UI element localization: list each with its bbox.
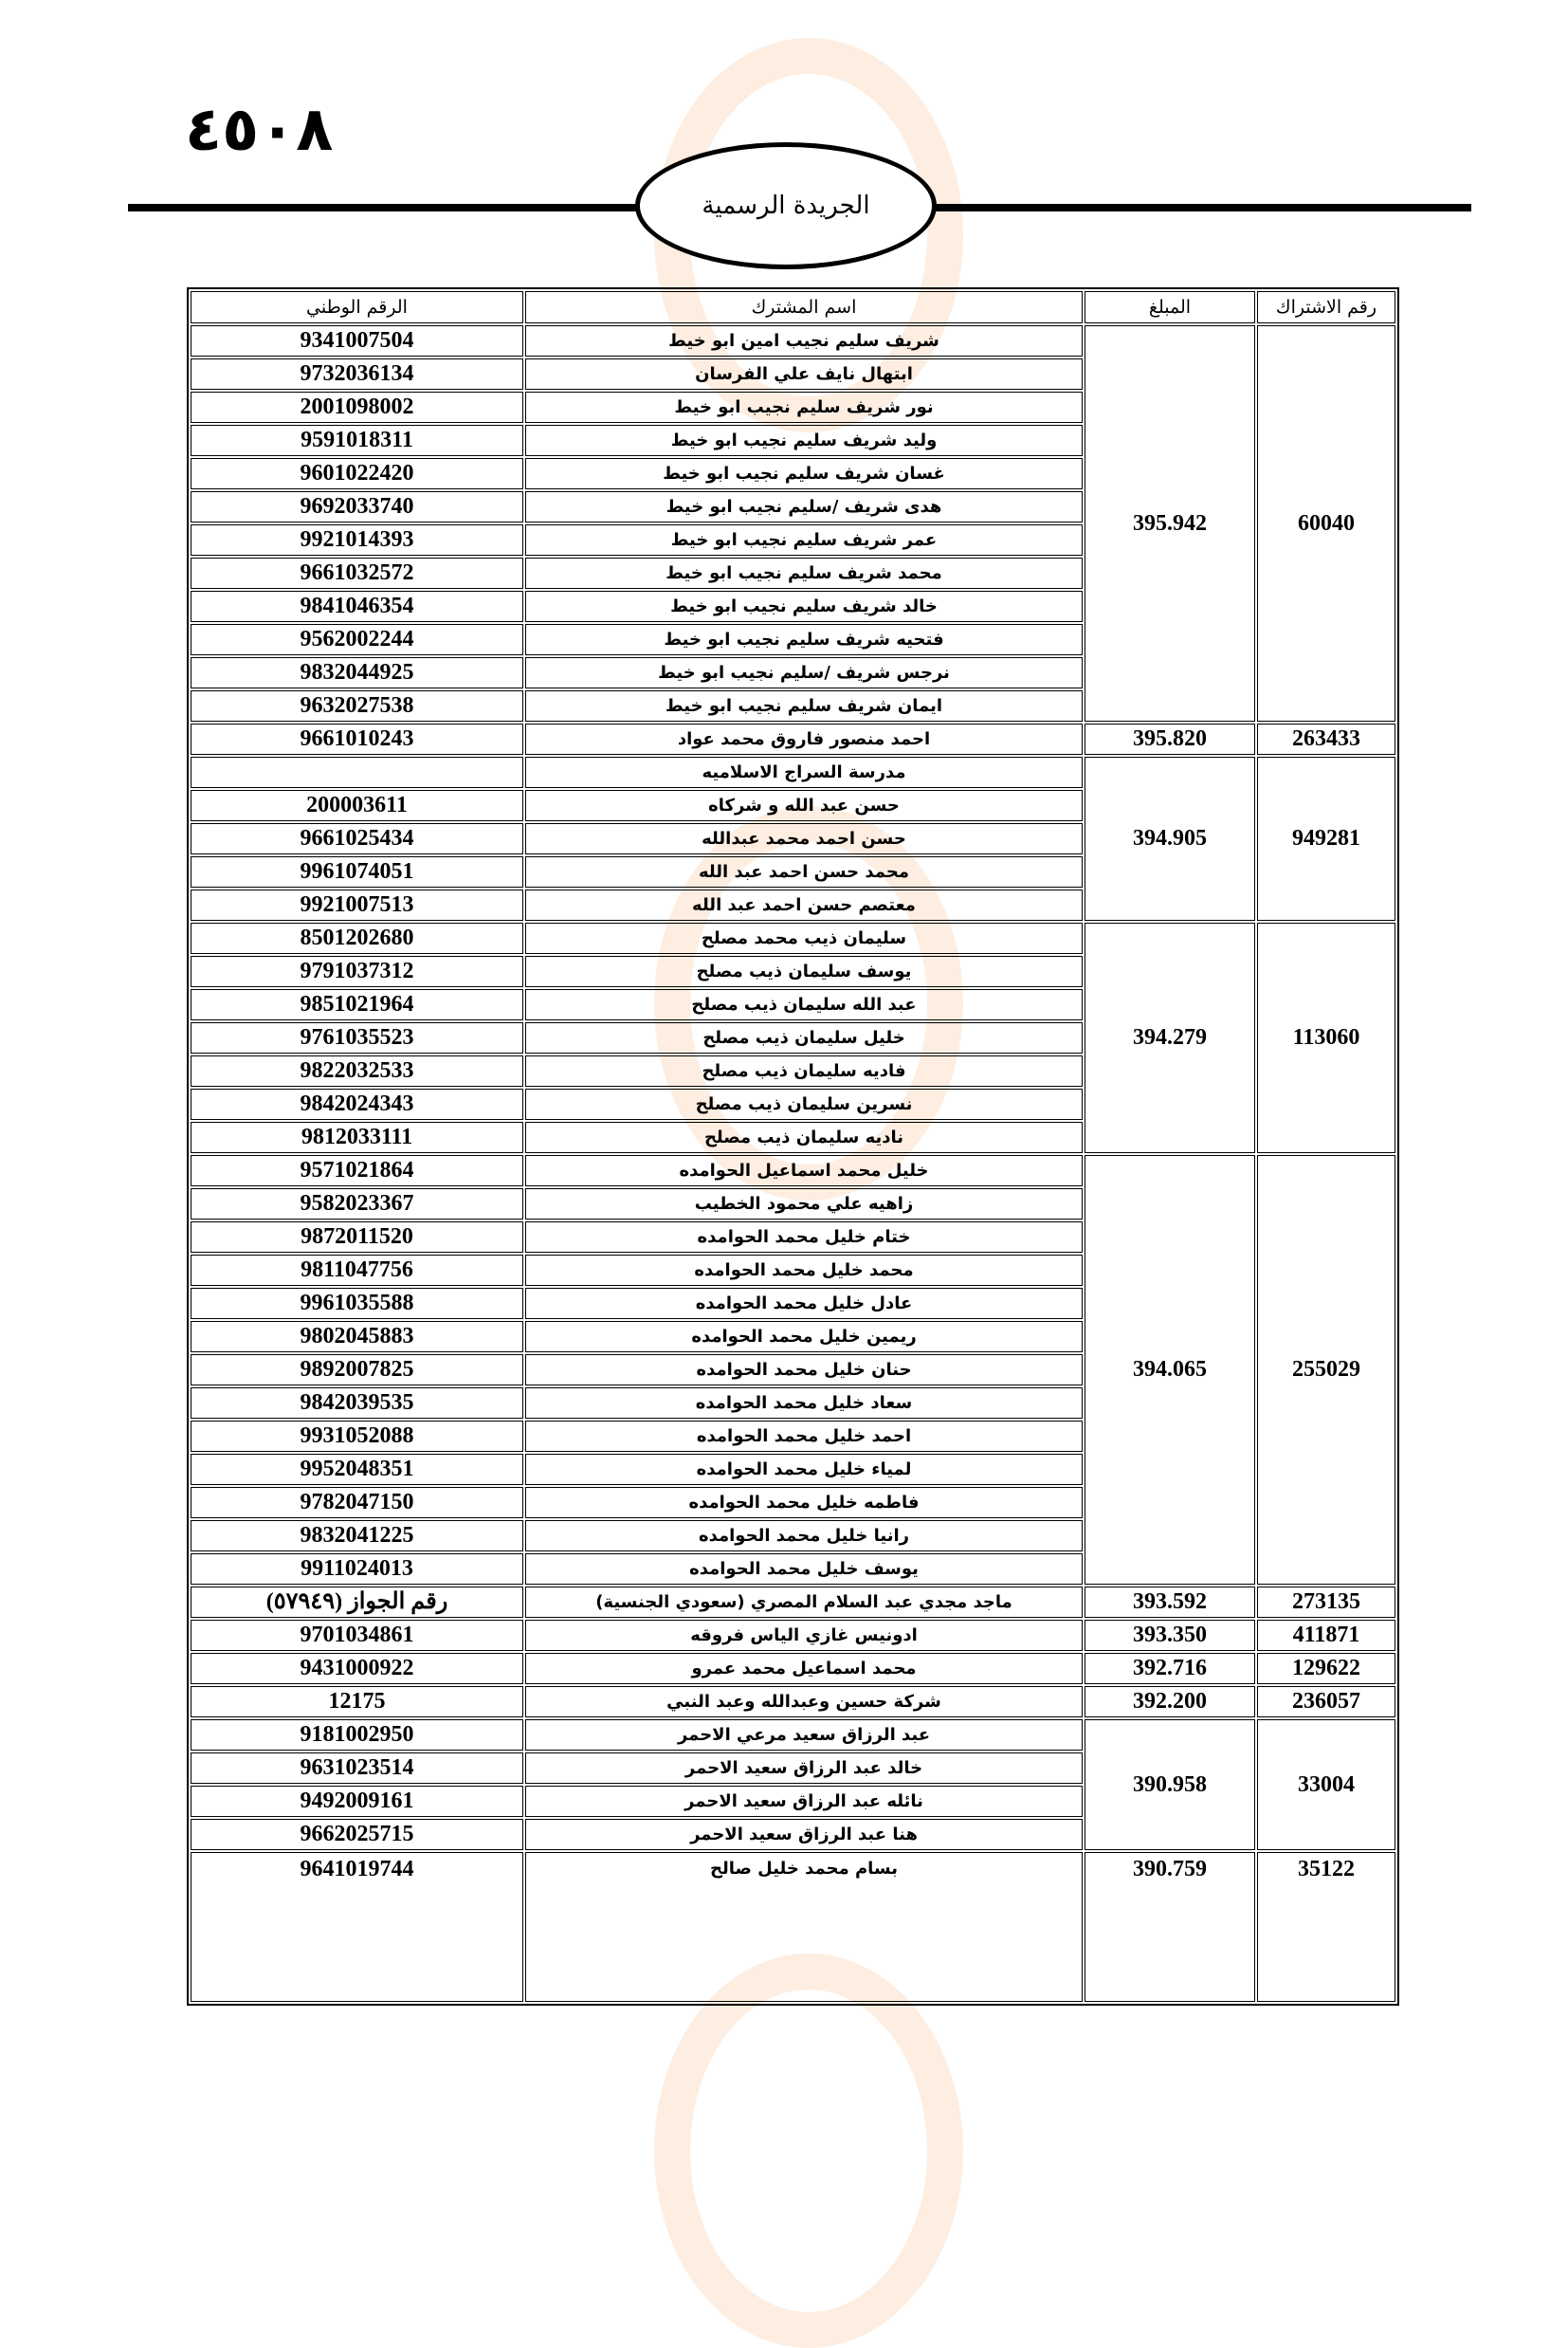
col-name: اسم المشترك [525, 291, 1083, 323]
subscriber-name-cell: غسان شريف سليم نجيب ابو خيط [525, 458, 1083, 489]
subscription-number-cell: 60040 [1257, 325, 1395, 722]
subscriber-name-cell: فاطمه خليل محمد الحوامده [525, 1487, 1083, 1518]
subscriber-name-cell: ريمين خليل محمد الحوامده [525, 1321, 1083, 1352]
table-row [191, 724, 1395, 755]
national-id-cell: 9782047150 [191, 1487, 523, 1518]
subscriber-name-cell: ايمان شريف سليم نجيب ابو خيط [525, 690, 1083, 722]
subscription-number-cell: 273135 [1257, 1587, 1395, 1618]
national-id-cell: 9341007504 [191, 325, 523, 357]
national-id-cell: 9961035588 [191, 1288, 523, 1319]
table-header-row [191, 291, 1395, 323]
national-id-cell: 2001098002 [191, 392, 523, 423]
table-row [191, 1653, 1395, 1684]
national-id-cell: 12175 [191, 1686, 523, 1717]
subscriber-name-cell: هدى شريف /سليم نجيب ابو خيط [525, 491, 1083, 523]
subscriber-name-cell: فتحيه شريف سليم نجيب ابو خيط [525, 624, 1083, 655]
national-id-cell: 9492009161 [191, 1786, 523, 1817]
table-row [191, 325, 1395, 357]
subscriber-name-cell: معتصم حسن احمد عبد الله [525, 890, 1083, 921]
national-id-cell: 9931052088 [191, 1421, 523, 1452]
table-row [191, 1686, 1395, 1717]
national-id-cell: 9802045883 [191, 1321, 523, 1352]
page-number: ٤٥٠٨ [185, 95, 334, 165]
national-id-cell: 9601022420 [191, 458, 523, 489]
national-id-cell: 9791037312 [191, 956, 523, 987]
national-id-cell: 9921014393 [191, 524, 523, 556]
table-row [191, 923, 1395, 954]
subscriber-name-cell: ماجد مجدي عبد السلام المصري (سعودي الجنسية) [525, 1587, 1083, 1618]
amount-cell: 393.592 [1085, 1587, 1255, 1618]
national-id-cell: 9811047756 [191, 1255, 523, 1286]
subscription-number-cell: 411871 [1257, 1620, 1395, 1651]
subscriber-name-cell: مدرسة السراج الاسلاميه [525, 757, 1083, 788]
subscriber-name-cell: احمد منصور فاروق محمد عواد [525, 724, 1083, 755]
subscriber-name-cell: ناديه سليمان ذيب مصلح [525, 1122, 1083, 1153]
national-id-cell: 9832041225 [191, 1520, 523, 1551]
national-id-cell: 9952048351 [191, 1454, 523, 1485]
subscription-number-cell: 33004 [1257, 1719, 1395, 1850]
subscriber-name-cell: محمد شريف سليم نجيب ابو خيط [525, 558, 1083, 589]
national-id-cell: 9822032533 [191, 1055, 523, 1087]
subscription-number-cell: 113060 [1257, 923, 1395, 1153]
subscription-number-cell: 236057 [1257, 1686, 1395, 1717]
national-id-cell: 9732036134 [191, 358, 523, 390]
national-id-cell: 9921007513 [191, 890, 523, 921]
national-id-cell: 200003611 [191, 790, 523, 821]
subscriber-name-cell: يوسف خليل محمد الحوامده [525, 1553, 1083, 1585]
watermark-ring [654, 1954, 963, 2348]
subscriber-name-cell: شريف سليم نجيب امين ابو خيط [525, 325, 1083, 357]
subscriber-name-cell: محمد حسن احمد عبد الله [525, 856, 1083, 888]
national-id-cell: رقم الجواز (٥٧٩٤٩) [191, 1587, 523, 1618]
subscriber-name-cell: نسرين سليمان ذيب مصلح [525, 1089, 1083, 1120]
subscriber-name-cell: ختام خليل محمد الحوامده [525, 1221, 1083, 1253]
subscriber-name-cell: وليد شريف سليم نجيب ابو خيط [525, 425, 1083, 456]
subscriber-name-cell: حسن عبد الله و شركاه [525, 790, 1083, 821]
national-id-cell: 9842039535 [191, 1387, 523, 1419]
subscriber-name-cell: لمياء خليل محمد الحوامده [525, 1454, 1083, 1485]
national-id-cell: 9181002950 [191, 1719, 523, 1751]
national-id-cell [191, 757, 523, 788]
subscription-number-cell: 263433 [1257, 724, 1395, 755]
national-id-cell: 9661010243 [191, 724, 523, 755]
national-id-cell: 9832044925 [191, 657, 523, 688]
subscriber-name-cell: نور شريف سليم نجيب ابو خيط [525, 392, 1083, 423]
table-row [191, 1852, 1395, 2002]
national-id-cell: 9632027538 [191, 690, 523, 722]
subscriber-name-cell: سعاد خليل محمد الحوامده [525, 1387, 1083, 1419]
amount-cell: 390.759 [1085, 1852, 1255, 2002]
title-oval [635, 142, 937, 269]
national-id-cell: 9701034861 [191, 1620, 523, 1651]
national-id-cell: 9851021964 [191, 989, 523, 1020]
amount-cell: 394.065 [1085, 1155, 1255, 1585]
national-id-cell: 9562002244 [191, 624, 523, 655]
subscription-number-cell: 949281 [1257, 757, 1395, 921]
subscriber-name-cell: فاديه سليمان ذيب مصلح [525, 1055, 1083, 1087]
col-subscription: رقم الاشتراك [1257, 291, 1395, 323]
subscriber-name-cell: سليمان ذيب محمد مصلح [525, 923, 1083, 954]
subscriber-name-cell: عادل خليل محمد الحوامده [525, 1288, 1083, 1319]
subscriber-name-cell: عبد الرزاق سعيد مرعي الاحمر [525, 1719, 1083, 1751]
national-id-cell: 9961074051 [191, 856, 523, 888]
amount-cell: 393.350 [1085, 1620, 1255, 1651]
table-row [191, 1155, 1395, 1186]
amount-cell: 395.942 [1085, 325, 1255, 722]
national-id-cell: 9431000922 [191, 1653, 523, 1684]
table-row [191, 1620, 1395, 1651]
national-id-cell: 9661032572 [191, 558, 523, 589]
national-id-cell: 9641019744 [191, 1852, 523, 2002]
subscriber-name-cell: محمد خليل محمد الحوامده [525, 1255, 1083, 1286]
national-id-cell: 9761035523 [191, 1022, 523, 1054]
subscriber-name-cell: شركة حسين وعبدالله وعبد النبي [525, 1686, 1083, 1717]
subscriber-name-cell: بسام محمد خليل صالح [525, 1852, 1083, 2002]
subscriber-name-cell: خالد عبد الرزاق سعيد الاحمر [525, 1752, 1083, 1784]
subscriber-name-cell: حنان خليل محمد الحوامده [525, 1354, 1083, 1385]
subscriber-name-cell: نرجس شريف /سليم نجيب ابو خيط [525, 657, 1083, 688]
amount-cell: 395.820 [1085, 724, 1255, 755]
national-id-cell: 9841046354 [191, 591, 523, 622]
col-amount: المبلغ [1085, 291, 1255, 323]
national-id-cell: 9582023367 [191, 1188, 523, 1220]
national-id-cell: 9812033111 [191, 1122, 523, 1153]
subscriber-name-cell: هنا عبد الرزاق سعيد الاحمر [525, 1819, 1083, 1850]
subscriber-name-cell: ابتهال نايف علي الفرسان [525, 358, 1083, 390]
amount-cell: 390.958 [1085, 1719, 1255, 1850]
table-row [191, 757, 1395, 788]
subscriber-name-cell: رانيا خليل محمد الحوامده [525, 1520, 1083, 1551]
subscriber-name-cell: خليل محمد اسماعيل الحوامده [525, 1155, 1083, 1186]
national-id-cell: 9571021864 [191, 1155, 523, 1186]
subscriber-name-cell: خليل سليمان ذيب مصلح [525, 1022, 1083, 1054]
subscriber-name-cell: ادونيس غازي الياس فروقه [525, 1620, 1083, 1651]
national-id-cell: 9591018311 [191, 425, 523, 456]
national-id-cell: 9911024013 [191, 1553, 523, 1585]
col-national-id: الرقم الوطني [191, 291, 523, 323]
subscriber-name-cell: زاهيه علي محمود الخطيب [525, 1188, 1083, 1220]
subscription-number-cell: 129622 [1257, 1653, 1395, 1684]
national-id-cell: 9661025434 [191, 823, 523, 854]
subscriber-name-cell: احمد خليل محمد الحوامده [525, 1421, 1083, 1452]
national-id-cell: 9872011520 [191, 1221, 523, 1253]
gazette-title: الجريدة الرسمية [702, 192, 870, 220]
national-id-cell: 9631023514 [191, 1752, 523, 1784]
amount-cell: 392.200 [1085, 1686, 1255, 1717]
subscriber-name-cell: خالد شريف سليم نجيب ابو خيط [525, 591, 1083, 622]
national-id-cell: 9662025715 [191, 1819, 523, 1850]
subscription-number-cell: 35122 [1257, 1852, 1395, 2002]
national-id-cell: 9842024343 [191, 1089, 523, 1120]
subscriber-name-cell: عمر شريف سليم نجيب ابو خيط [525, 524, 1083, 556]
subscriber-name-cell: عبد الله سليمان ذيب مصلح [525, 989, 1083, 1020]
amount-cell: 394.279 [1085, 923, 1255, 1153]
amount-cell: 394.905 [1085, 757, 1255, 921]
subscription-number-cell: 255029 [1257, 1155, 1395, 1585]
amount-cell: 392.716 [1085, 1653, 1255, 1684]
national-id-cell: 9892007825 [191, 1354, 523, 1385]
table-row [191, 1587, 1395, 1618]
table-row [191, 1719, 1395, 1751]
subscriber-name-cell: يوسف سليمان ذيب مصلح [525, 956, 1083, 987]
subscriber-name-cell: محمد اسماعيل محمد عمرو [525, 1653, 1083, 1684]
subscribers-table [187, 287, 1399, 2006]
national-id-cell: 9692033740 [191, 491, 523, 523]
subscriber-name-cell: نائله عبد الرزاق سعيد الاحمر [525, 1786, 1083, 1817]
national-id-cell: 8501202680 [191, 923, 523, 954]
subscriber-name-cell: حسن احمد محمد عبدالله [525, 823, 1083, 854]
